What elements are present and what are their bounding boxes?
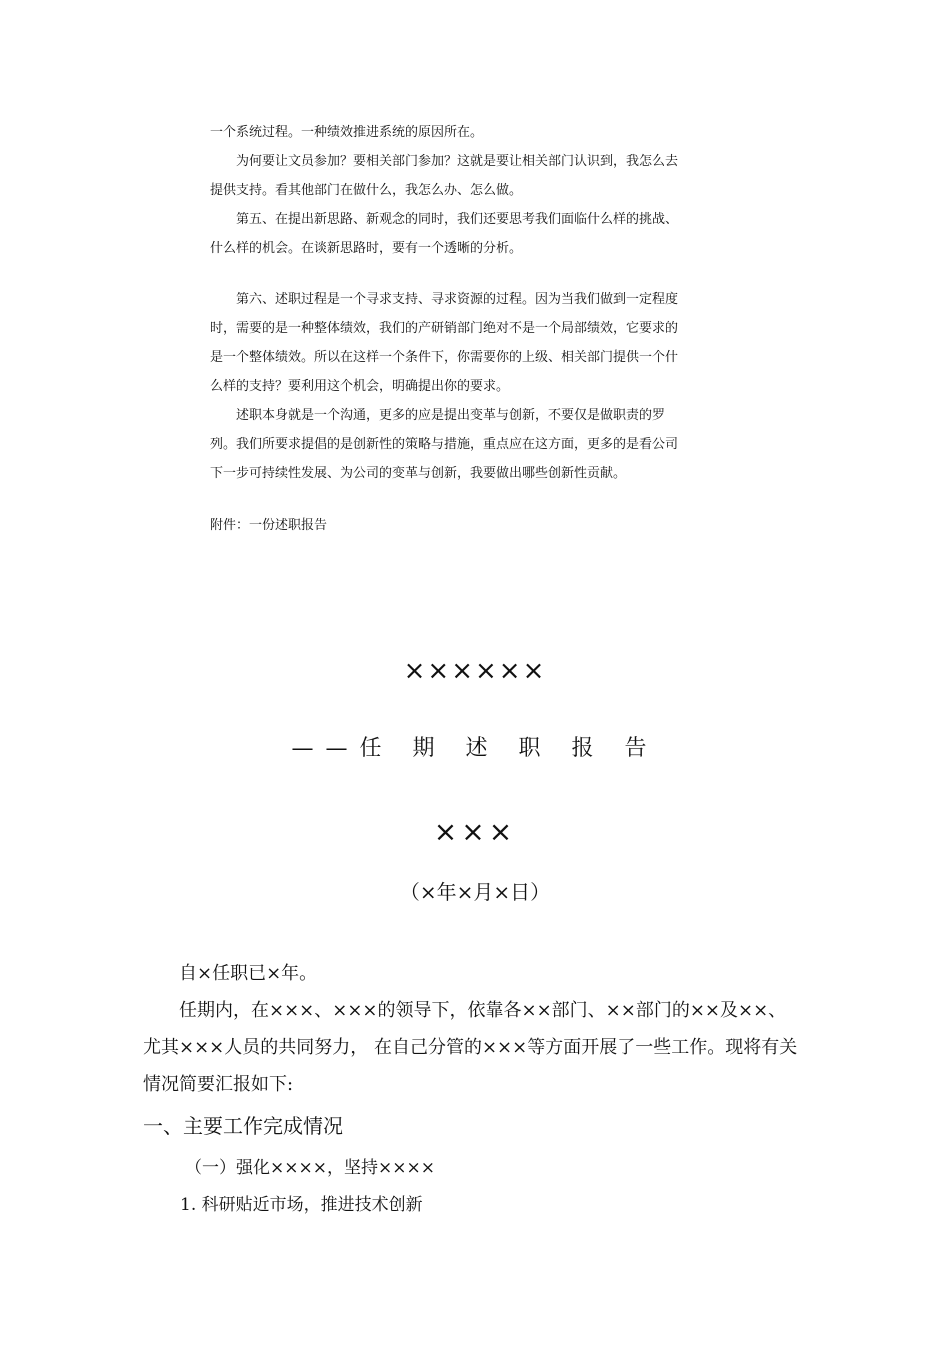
upper-text-block xyxy=(210,118,680,263)
paragraph: 述职本身就是一个沟通，更多的应是提出变革与创新，不要仅是做职责的罗列。我们所要求提倡的是创新性的策略与措施，重点应在这方面，更多的是看公司下一步可持续性发展、为公司的变革与创新，我要做出哪些创新性贡献。 xyxy=(210,408,679,481)
report-body xyxy=(143,955,803,1103)
section-heading: 一、主要工作完成情况 xyxy=(143,1114,343,1138)
paragraph: 第五、在提出新思路、新观念的同时，我们还要思考我们面临什么样的挑战、什么样的机会。在谈新思路时，要有一个透晰的分析。 xyxy=(210,212,679,256)
appendix-note: 附件：一份述职报告 xyxy=(210,518,328,533)
paragraph: 第六、述职过程是一个寻求支持、寻求资源的过程。因为当我们做到一定程度时，需要的是一种整体绩效，我们的产研销部门绝对不是一个局部绩效，它要求的是一个整体绩效。所以在这样一个条件下，你需要你的上级、相关部门提供一个什么样的支持？要利用这个机会，明确提出你的要求。 xyxy=(210,292,679,394)
paragraph: 自×任职已×年。 xyxy=(179,963,318,984)
paragraph: 一个系统过程。一种绩效推进系统的原因所在。 xyxy=(210,125,484,140)
paragraph: 任期内，在×××、×××的领导下，依靠各××部门、××部门的××及××、尤其×××人员的共同努力， 在自己分管的×××等方面开展了一些工作。现将有关情况简要汇报如下: xyxy=(143,1000,798,1095)
subsection-heading: （一）强化××××，坚持×××× xyxy=(185,1158,435,1178)
item-heading: 1. 科研贴近市场，推进技术创新 xyxy=(180,1195,423,1215)
report-title: ×××××× xyxy=(403,656,547,686)
upper-text-block-2 xyxy=(210,285,680,488)
paragraph: 为何要让文员参加？要相关部门参加？这就是要让相关部门认识到，我怎么去提供支持。看其他部门在做什么，我怎么办、怎么做。 xyxy=(210,154,679,198)
report-subtitle: ——任 期 述 职 报 告 xyxy=(291,736,659,761)
report-author: ××× xyxy=(433,815,517,848)
report-date: （×年×月×日） xyxy=(399,880,551,904)
